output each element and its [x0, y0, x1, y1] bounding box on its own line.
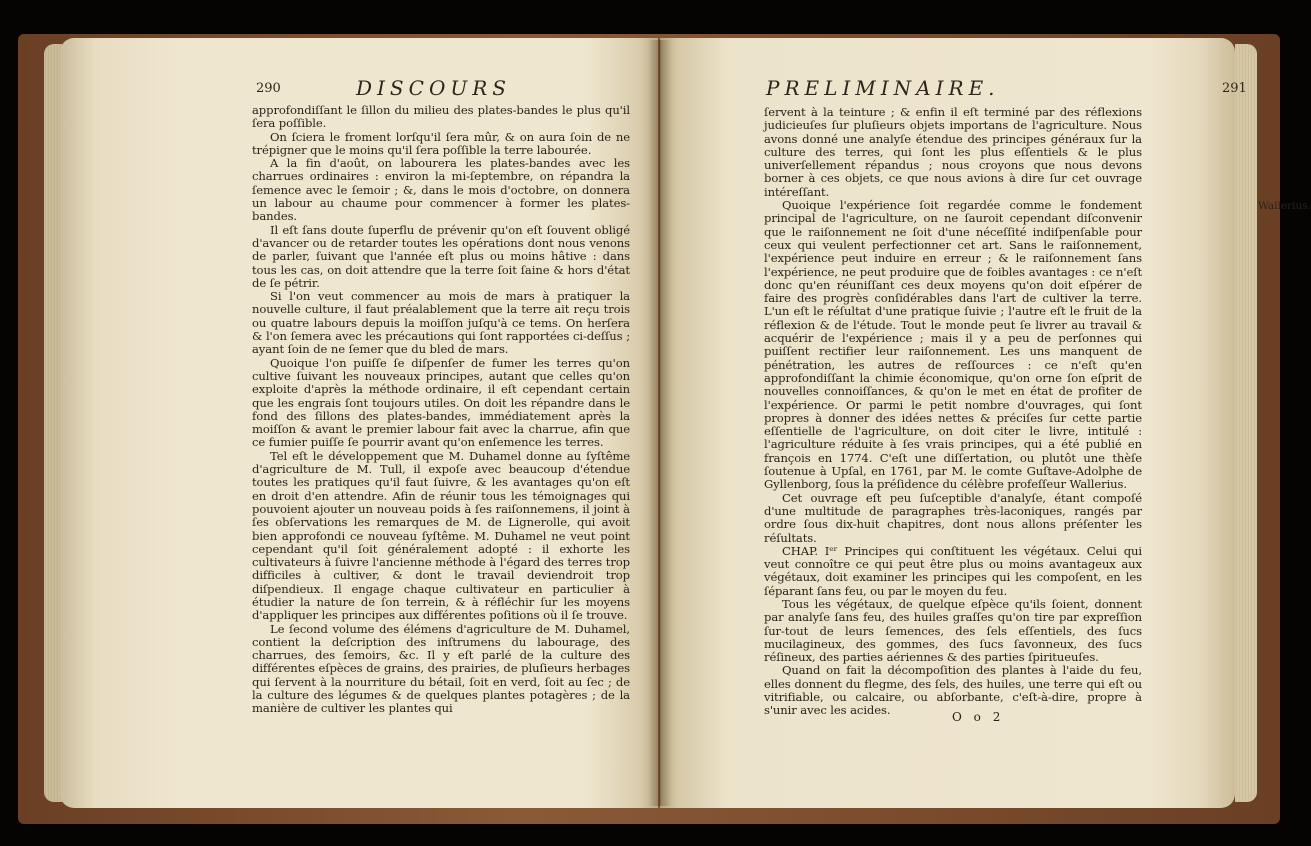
page-number: 291: [1222, 81, 1247, 96]
paragraph: Cet ouvrage eſt peu ſuſceptible d'analyſe, étant compoſé d'une multitude de paragraphes très-laconiques, rangés par ordre ſous dix-huit chapitres, dont nous allons préſenter les réſultats.: [764, 490, 1142, 545]
right-text-block: [764, 106, 1142, 718]
running-head: DISCOURS: [356, 76, 511, 100]
book-gutter: [648, 40, 672, 806]
right-page-edges: [1235, 44, 1257, 802]
signature-mark: O o 2: [952, 710, 1005, 724]
paragraph: Quand on fait la décompoſition des plantes à l'aide du feu, elles donnent du flegme, des ſels, des huiles, une terre qui eſt ou vitrifiable, ou calcaire, ou abſorbante, c'eſt-à-dire, propre à s'unir avec les acides.: [764, 663, 1142, 718]
margin-note: Wallerius.: [1258, 200, 1311, 212]
paragraph: On ſciera le froment lorſqu'il ſera mûr, & on aura ſoin de ne trépigner que le moins qu'il ſera poſſible la terre labourée.: [252, 129, 630, 157]
paragraph: ſervent à la teinture ; & enfin il eſt terminé par des réflexions judicieuſes ſur pluſieurs objets importans de l'agriculture. Nous avons donné une analyſe étendue des principes généraux ſur la culture des terres, qui ſont les plus eſſentiels & le plus univerſellement répandus ; nous croyons que nous devons borner à ces objets, ce que nous avions à dire ſur cet ouvrage intéreſſant.: [764, 105, 1142, 199]
paragraph: Il eſt ſans doute ſuperflu de prévenir qu'on eſt ſouvent obligé d'avancer ou de retarder toutes les opérations dont nous venons de parler, ſuivant que l'année eſt plus ou moins hâtive : dans tous les cas, on doit attendre que la terre ſoit ſaine & hors d'état de ſe pétrir.: [252, 222, 630, 290]
paragraph: approfondiſſant le ſillon du milieu des plates-bandes le plus qu'il ſera poſſible.: [252, 103, 630, 131]
left-text-block: [252, 104, 630, 716]
paragraph: Tel eſt le développement que M. Duhamel donne au ſyſtême d'agriculture de M. Tull, il expoſe avec beaucoup d'étendue toutes les pratiques qu'il faut ſuivre, & les avantages qu'on eſt en droit d'en attendre. Afin de réunir tous les témoignages qui pouvoient ajouter un nouveau poids à ſes raiſonnemens, il joint à ſes obſervations les remarques de M. de Lignerolle, qui avoit bien approfondi ce nouveau ſyſtême. M. Duhamel ne veut point cependant qu'il ſoit généralement adopté : il exhorte les cultivateurs à ſuivre l'ancienne méthode à l'égard des terres trop difficiles à cultiver, & dont le travail deviendroit trop diſpendieux. Il engage chaque cultivateur en particulier à étudier la nature de ſon terrein, & à réfléchir ſur les moyens d'appliquer les principes aux différentes poſitions où il ſe trouve.: [252, 448, 630, 623]
paragraph: Quoique l'expérience ſoit regardée comme le fondement principal de l'agriculture, on ne ſauroit cependant diſconvenir que le raiſonnement ne ſoit d'une néceſſité indiſpenſable pour ceux qui veulent perfectionner cet art. Sans le raiſonnement, l'expérience peut induire en erreur ; & le raiſonnement ſans l'expérience, ne peut produire que de foibles avantages : ce n'eſt donc qu'en réuniſſant ces deux moyens qu'on doit eſpérer de faire des progrès conſidérables dans l'art de cultiver la terre. L'un eſt le réſultat d'une pratique ſuivie ; l'autre eſt le fruit de la réflexion & de l'étude. Tout le monde peut ſe livrer au travail & acquérir de l'expérience ; mais il y a peu de perſonnes qui puiſſent rectifier leur raiſonnement. Les uns manquent de pénétration, les autres de reſſources : ce n'eſt qu'en approfondiſſant la chimie économique, qu'on orne ſon eſprit de nouvelles connoiſſances, & qu'on le met en état de profiter de l'expérience. Or parmi le petit nombre d'ouvrages, qui ſont propres à donner des idées nettes & préciſes ſur cette partie eſſentielle de l'agriculture, on doit citer le livre, intitulé : l'agriculture réduite à ſes vrais principes, qui a été publié en françois en 1774. C'eſt une diſſertation, ou plutôt une thèſe ſoutenue à Upſal, en 1761, par M. le comte Guſtave-Adolphe de Gyllenborg, ſous la préſidence du célèbre profeſſeur Wallerius.: [764, 198, 1142, 492]
paragraph: A la fin d'août, on labourera les plates-bandes avec les charrues ordinaires : environ la mi-ſeptembre, on répandra la ſemence avec le ſemoir ; &, dans le mois d'octobre, on donnera un labour au chaume pour commencer à former les plates-bandes.: [252, 156, 630, 224]
paragraph: Quoique l'on puiſſe ſe diſpenſer de fumer les terres qu'on cultive ſuivant les nouveaux principes, autant que celles qu'on exploite d'après la méthode ordinaire, il eſt cependant certain que les engrais ſont toujours utiles. On doit les répandre dans le fond des ſillons des plates-bandes, immédiatement après la moiſſon & avant le premier labour fait avec la charrue, afin que ce fumier puiſſe ſe pourrir avant qu'on enſemence les terres.: [252, 355, 630, 450]
paragraph: Le ſecond volume des élémens d'agriculture de M. Duhamel, contient la deſcription des inſtrumens du labourage, des charrues, des ſemoirs, &c. Il y eſt parlé de la culture des différentes eſpèces de grains, des prairies, de pluſieurs herbages qui ſervent à la nourriture du bétail, ſoit en verd, ſoit au ſec ; de la culture des légumes & de quelques plantes potagères ; de la manière de cultiver les plantes qui: [252, 621, 630, 716]
paragraph: CHAP. Iᵉʳ Principes qui conſtituent les végétaux. Celui qui veut connoître ce qui peut être plus ou moins avantageux aux végétaux, doit examiner les principes qui les compoſent, en les ſéparant ſans feu, ou par le moyen du feu.: [764, 543, 1142, 598]
running-head: PRELIMINAIRE.: [766, 76, 1000, 100]
left-page: [60, 38, 658, 808]
paragraph: Tous les végétaux, de quelque eſpèce qu'ils ſoient, donnent par analyſe ſans feu, des huiles graſſes qu'on tire par expreſſion ſur-tout de leurs ſemences, des ſels eſſentiels, des ſucs mucilagineux, des gommes, des ſucs ſavonneux, des ſucs réſineux, des parties aériennes & des parties ſpiritueuſes.: [764, 596, 1142, 665]
right-page: [660, 38, 1247, 808]
paragraph: Si l'on veut commencer au mois de mars à pratiquer la nouvelle culture, il faut préalablement que la terre ait reçu trois ou quatre labours depuis la moiſſon juſqu'à ce tems. On herſera & l'on ſemera avec les précautions qui ſont rapportées ci-deſſus ; ayant ſoin de ne ſemer que du bled de mars.: [252, 289, 630, 357]
page-number: 290: [256, 81, 281, 96]
